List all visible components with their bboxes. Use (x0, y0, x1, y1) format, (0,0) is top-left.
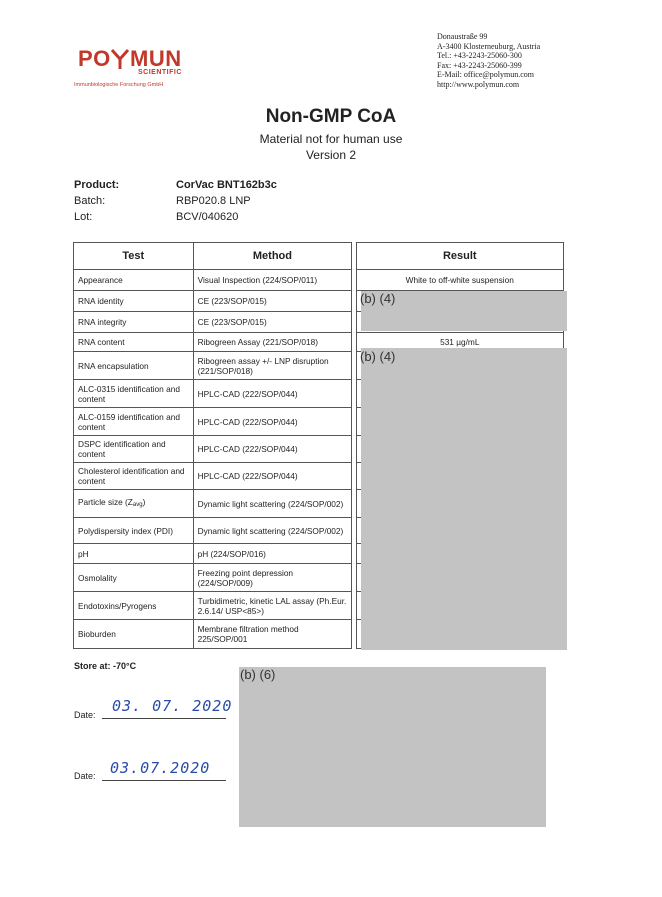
handwritten-date: 03. 07. 2020 (112, 697, 233, 715)
batch-value: RBP020.8 LNP (176, 195, 251, 207)
test-cell (74, 490, 194, 518)
address-line: http://www.polymun.com (437, 79, 520, 89)
result-cell: 531 µg/mL (356, 333, 563, 352)
product-value: CorVac BNT162b3c (176, 179, 277, 191)
method-cell: HPLC-CAD (222/SOP/044) (193, 463, 352, 490)
product-label: Product: (74, 179, 120, 191)
logo-scientific: SCIENTIFIC (138, 69, 182, 76)
address-line: Donaustraße 99 (437, 32, 488, 41)
test-text: Particle size (Z (78, 497, 133, 507)
method-cell: Membrane filtration method 225/SOP/001 (193, 620, 352, 649)
method-cell: Freezing point depression (224/SOP/009) (193, 564, 352, 592)
method-cell: Dynamic light scattering (224/SOP/002) (193, 490, 352, 518)
redaction-label: (b) (6) (240, 667, 276, 682)
table-row (74, 270, 564, 291)
method-cell: pH (224/SOP/016) (193, 544, 352, 564)
method-cell: CE (223/SOP/015) (193, 291, 352, 312)
test-cell: Osmolality (74, 564, 194, 592)
lot-label: Lot: (74, 211, 93, 223)
logo-word-left: PO (78, 46, 111, 71)
document-version: Version 2 (305, 148, 357, 162)
storage-condition: Store at: -70°C (74, 661, 137, 671)
logo-word-right: MUN (130, 46, 182, 71)
document-subtitle: Material not for human use (259, 132, 403, 146)
address-line: Tel.: +43-2243-25060-300 (437, 51, 522, 61)
test-subscript: avg (132, 502, 143, 508)
batch-label: Batch: (74, 195, 106, 207)
test-cell: RNA identity (74, 291, 194, 312)
test-cell: Polydispersity index (PDI) (74, 518, 194, 544)
method-cell: Visual Inspection (224/SOP/011) (193, 270, 352, 291)
redaction-label: (b) (4) (360, 291, 396, 306)
table-header-row (74, 243, 564, 270)
signature-line (102, 779, 226, 781)
method-cell: HPLC-CAD (222/SOP/044) (193, 408, 352, 436)
test-cell: pH (74, 544, 194, 564)
test-cell: RNA integrity (74, 312, 194, 333)
document-title: Non-GMP CoA (265, 106, 397, 127)
lot-value: BCV/040620 (176, 211, 239, 223)
test-cell: RNA content (74, 333, 194, 352)
address-line: A-3400 Klosterneuburg, Austria (437, 41, 541, 51)
test-cell: RNA encapsulation (74, 352, 194, 380)
redaction-block-results (361, 348, 567, 650)
test-cell: ALC-0315 identification and content (74, 380, 194, 408)
method-cell: CE (223/SOP/015) (193, 312, 352, 333)
method-cell: HPLC-CAD (222/SOP/044) (193, 380, 352, 408)
test-cell: Endotoxins/Pyrogens (74, 592, 194, 620)
test-cell: DSPC identification and content (74, 436, 194, 463)
test-cell: Appearance (74, 270, 194, 291)
column-header-method: Method (193, 243, 352, 270)
polymun-logo (74, 40, 204, 92)
signature-line (102, 717, 226, 719)
method-cell: Ribogreen assay +/- LNP disruption (221/SOP/018) (193, 352, 352, 380)
test-cell: ALC-0159 identification and content (74, 408, 194, 436)
handwritten-date: 03.07.2020 (110, 759, 211, 777)
result-cell: White to off-white suspension (356, 270, 563, 291)
test-cell: Bioburden (74, 620, 194, 649)
test-text-after: ) (142, 497, 146, 507)
redaction-block-signature (239, 667, 546, 827)
test-cell: Cholesterol identification and content (74, 463, 194, 490)
method-cell: Turbidimetric, kinetic LAL assay (Ph.Eur. 2.6.14/ USP<85>) (193, 592, 352, 620)
date-label: Date: (74, 710, 96, 720)
method-cell: HPLC-CAD (222/SOP/044) (193, 436, 352, 463)
logo-subline: Immunbiologische Forschung GmbH (74, 82, 164, 88)
column-header-test: Test (74, 243, 194, 270)
antibody-icon (110, 48, 130, 70)
method-cell: Ribogreen Assay (221/SOP/018) (193, 333, 352, 352)
column-header-result: Result (356, 243, 563, 270)
method-cell: Dynamic light scattering (224/SOP/002) (193, 518, 352, 544)
address-line: E-Mail: office@polymun.com (437, 70, 534, 80)
date-label: Date: (74, 771, 96, 781)
address-line: Fax: +43-2243-25060-399 (437, 60, 522, 70)
company-address (437, 32, 540, 90)
redaction-label: (b) (4) (360, 349, 396, 364)
